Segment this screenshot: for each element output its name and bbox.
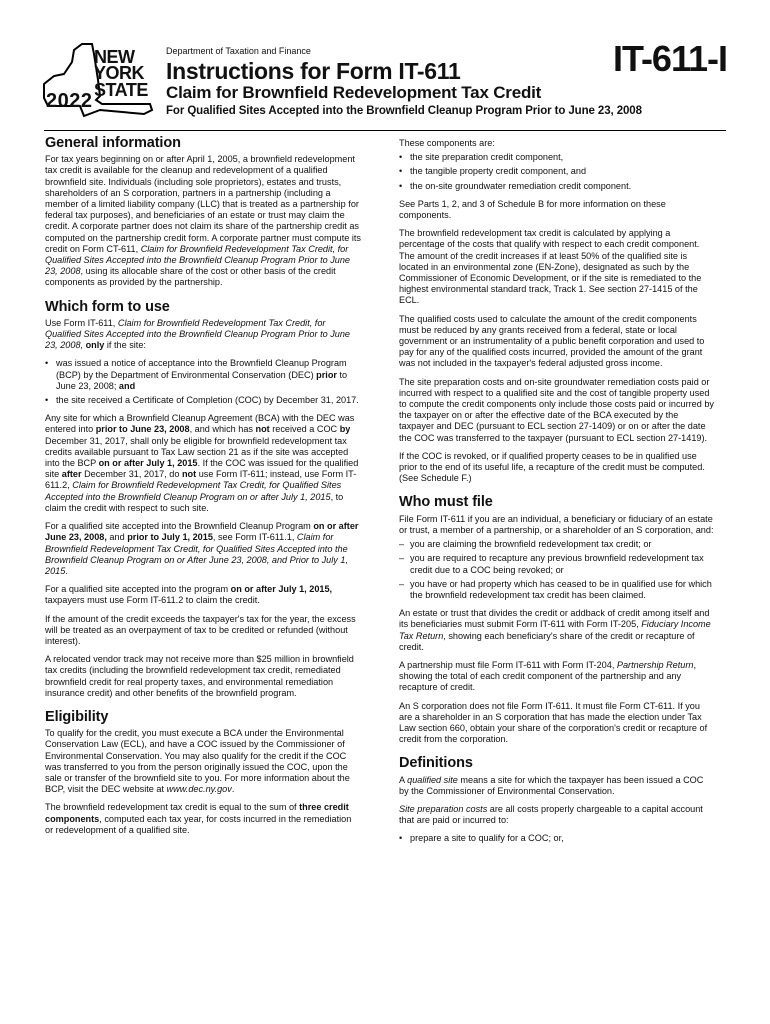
which-form-paragraph-2: Any site for which a Brownfield Cleanup Agreement (BCA) with the DEC was entered into prior to June 23, 2008, and which has not received a COC by December 31, 2017, shall only be eligible for brownfield redevelopment tax credits available pursuant to Tax Law section 21 as if the site was accepted into the BCP on or after July 1, 2015. If the COC was issued for the qualified site after December 31, 2017, do not use Form IT-611; instead, use Form IT-611.2, Claim for Brownfield Redevelopment Tax Credit, for Qualified Sites Accepted into the Brownfield Cleanup Program on or after July 1, 2015, to claim the credit with respect to such site. xyxy=(45,413,359,513)
logo-word-new: NEW xyxy=(94,47,135,67)
who-must-file-list xyxy=(399,539,715,601)
nys-logo xyxy=(40,40,160,120)
logo-word-state: STATE xyxy=(94,80,148,100)
list-item: – you are required to recapture any previous brownfield redevelopment tax credit due to a COC being revoked; or xyxy=(399,553,704,575)
which-form-paragraph-4: For a qualified site accepted into the program on or after July 1, 2015, taxpayers must use Form IT-611.2 to claim the credit. xyxy=(45,584,333,606)
components-paragraph-4: The site preparation costs and on-site groundwater remediation costs paid or incurred with respect to a qualified site and the cost of tangible property used to compute the credit components only include those costs paid or incurred by the taxpayer on or after the effective date of the BCA executed by the taxpayer and DEC (pursuant to ECL section 27-1409) or on or after the date the COC was transferred to the taxpayer (pursuant to ECL section 27-1419). xyxy=(399,376,714,443)
list-item: • the site received a Certificate of Completion (COC) by December 31, 2017. xyxy=(45,395,359,406)
list-item: • was issued a notice of acceptance into the Brownfield Cleanup Program (BCP) by the Department of Environmental Conservation (DEC) prior to June 23, 2008; and xyxy=(45,358,348,391)
definition-qualified-site: A qualified site means a site for which the taxpayer has been issued a COC by the Commissioner of Environmental Conservation. xyxy=(399,774,704,796)
page-title: Instructions for Form IT-611 xyxy=(166,58,461,84)
list-item: • the on-site groundwater remediation credit component. xyxy=(399,180,632,191)
logo-word-york: YORK xyxy=(94,63,145,83)
which-form-paragraph-1: Use Form IT-611, Claim for Brownfield Redevelopment Tax Credit, for Qualified Sites Accepted into the Brownfield Cleanup Program Prior to June 23, 2008, only if the site: xyxy=(45,317,351,351)
left-column xyxy=(45,135,361,843)
who-must-file-paragraph-4: An S corporation does not file Form IT-611. It must file Form CT-611. If you are a shareholder in an S corporation that has made the election under Tax Law section 660, obtain your share of the corporation's credit or recapture of credit from the corporation. xyxy=(399,700,708,745)
right-column xyxy=(399,138,715,852)
page-subtitle: Claim for Brownfield Redevelopment Tax Credit xyxy=(166,83,542,102)
header-divider xyxy=(44,130,726,131)
credit-components-list xyxy=(399,152,715,192)
list-item: – you have or had property which has ceased to be in qualified use for which the brownfield redevelopment tax credit has been claimed. xyxy=(399,578,712,600)
components-paragraph-5: If the COC is revoked, or if qualified property ceases to be in qualified use prior to the end of its useful life, a recapture of the credit must be computed. (See Schedule F.) xyxy=(399,450,705,484)
definition-site-preparation-costs: Site preparation costs are all costs properly chargeable to a capital account that are paid or incurred to: xyxy=(399,803,703,826)
which-form-paragraph-5: If the amount of the credit exceeds the taxpayer's tax for the year, the excess will be treated as an overpayment of tax to be credited or refunded (without interest). xyxy=(45,613,356,646)
section-heading-who-must-file: Who must file xyxy=(399,494,493,511)
components-paragraph-2: The brownfield redevelopment tax credit is calculated by applying a percentage of the costs that qualify with respect to each credit component. The amount of the credit increases if at least 50% of the qualified site is located in an environmental zone (EN-Zone), designated as such by the Commissioner of Economic Development, or if the site is remediated to the highest environmental standard track, Track 1. See section 27-1415 of the ECL. xyxy=(399,228,702,306)
list-item: • the tangible property credit component, and xyxy=(399,166,587,177)
components-paragraph-1: See Parts 1, 2, and 3 of Schedule B for more information on these components. xyxy=(399,198,666,221)
which-form-conditions-list xyxy=(45,358,361,406)
general-info-paragraph: For tax years beginning on or after April 1, 2005, a brownfield redevelopment tax credit is available for the cleanup and redevelopment of a qualified brownfield site. Individuals (including sole proprietors), estates and trusts, shareholders of an S corporation, partners in a partnership (including a member of a limited liability company (LLC) that is treated as a partnership for federal tax purposes), and beneficiaries of an estate or trust may claim the credit. A corporate partner does not claim its share of the partnership credit as computed on the partnership credit form. A corporate partner must compute its credit on Form CT-611, Claim for Brownfield Redevelopment Tax Credit, for Qualified Sites Accepted into the Brownfield Cleanup Program Prior to June 23, 2008, using its allocable share of the cost or other basis of the credit components as provided by the partnership. xyxy=(45,154,361,288)
who-must-file-paragraph-2: An estate or trust that divides the credit or addback of credit among itself and its beneficiaries must submit Form IT-611 with Form IT-205, Fiduciary Income Tax Return, showing each beneficiary's share of the credit or recapture of credit. xyxy=(399,608,711,652)
section-heading-which-form: Which form to use xyxy=(45,298,170,315)
section-heading-definitions: Definitions xyxy=(399,755,473,772)
eligibility-paragraph-2: The brownfield redevelopment tax credit is equal to the sum of three credit components, computed each tax year, for costs incurred in the remediation or redevelopment of a qualified site. xyxy=(45,802,352,835)
which-form-paragraph-3: For a qualified site accepted into the Brownfield Cleanup Program on or after June 23, 2008, and prior to July 1, 2015, see Form IT-611.1, Claim for Brownfield Redevelopment Tax Credit, for Qualified Sites Accepted into the Brownfield Cleanup Program on or After June 23, 2008, and Prior to July 1, 2015. xyxy=(45,521,359,576)
who-must-file-paragraph-1: File Form IT-611 if you are an individual, a beneficiary or fiduciary of an estate or trust, a member of a partnership, or a shareholder of an S corporation, and: xyxy=(399,513,714,535)
logo-year: 2022 xyxy=(46,90,93,112)
section-heading-general-information: General information xyxy=(45,135,181,151)
components-intro: These components are: xyxy=(399,138,495,148)
site-preparation-list xyxy=(399,833,715,844)
form-number: IT-611-I xyxy=(612,38,727,79)
section-heading-eligibility: Eligibility xyxy=(45,708,109,725)
department-name: Department of Taxation and Finance xyxy=(166,46,311,56)
which-form-paragraph-6: A relocated vendor track may not receive more than $25 million in brownfield tax credits (including the brownfield redevelopment tax credit, remediated brownfield credit for real property taxes, and environmental remediation insurance credit) and other benefits of the brownfield program. xyxy=(45,654,354,698)
eligibility-paragraph-1: To qualify for the credit, you must execute a BCA under the Environmental Conservation Law (ECL), and have a COC issued by the Commissioner of Environmental Conservation. You may also qualify for the credit if the COC was transferred to you from the person originally issued the COC, upon the sale or transfer of the brownfield site to you. For more information about the BCP, visit the DEC website at www.dec.ny.gov. xyxy=(45,728,350,795)
page-subsubtitle: For Qualified Sites Accepted into the Brownfield Cleanup Program Prior to June 23, 2008 xyxy=(166,105,642,117)
list-item: • prepare a site to qualify for a COC; or, xyxy=(399,833,564,844)
list-item: – you are claiming the brownfield redevelopment tax credit; or xyxy=(399,539,652,550)
list-item: • the site preparation credit component, xyxy=(399,152,564,163)
components-paragraph-3: The qualified costs used to calculate the amount of the credit components must be reduced by any grants received from a federal, state or local government or an instrumentality of a public benefit corporation and used to pay for any of the qualified costs incurred, provided the amount of the grant was not included in the taxpayer's federal adjusted gross income. xyxy=(399,313,705,369)
who-must-file-paragraph-3: A partnership must file Form IT-611 with Form IT-204, Partnership Return, showing the total of each credit component of the partnership and any recapture of credit. xyxy=(399,659,697,693)
